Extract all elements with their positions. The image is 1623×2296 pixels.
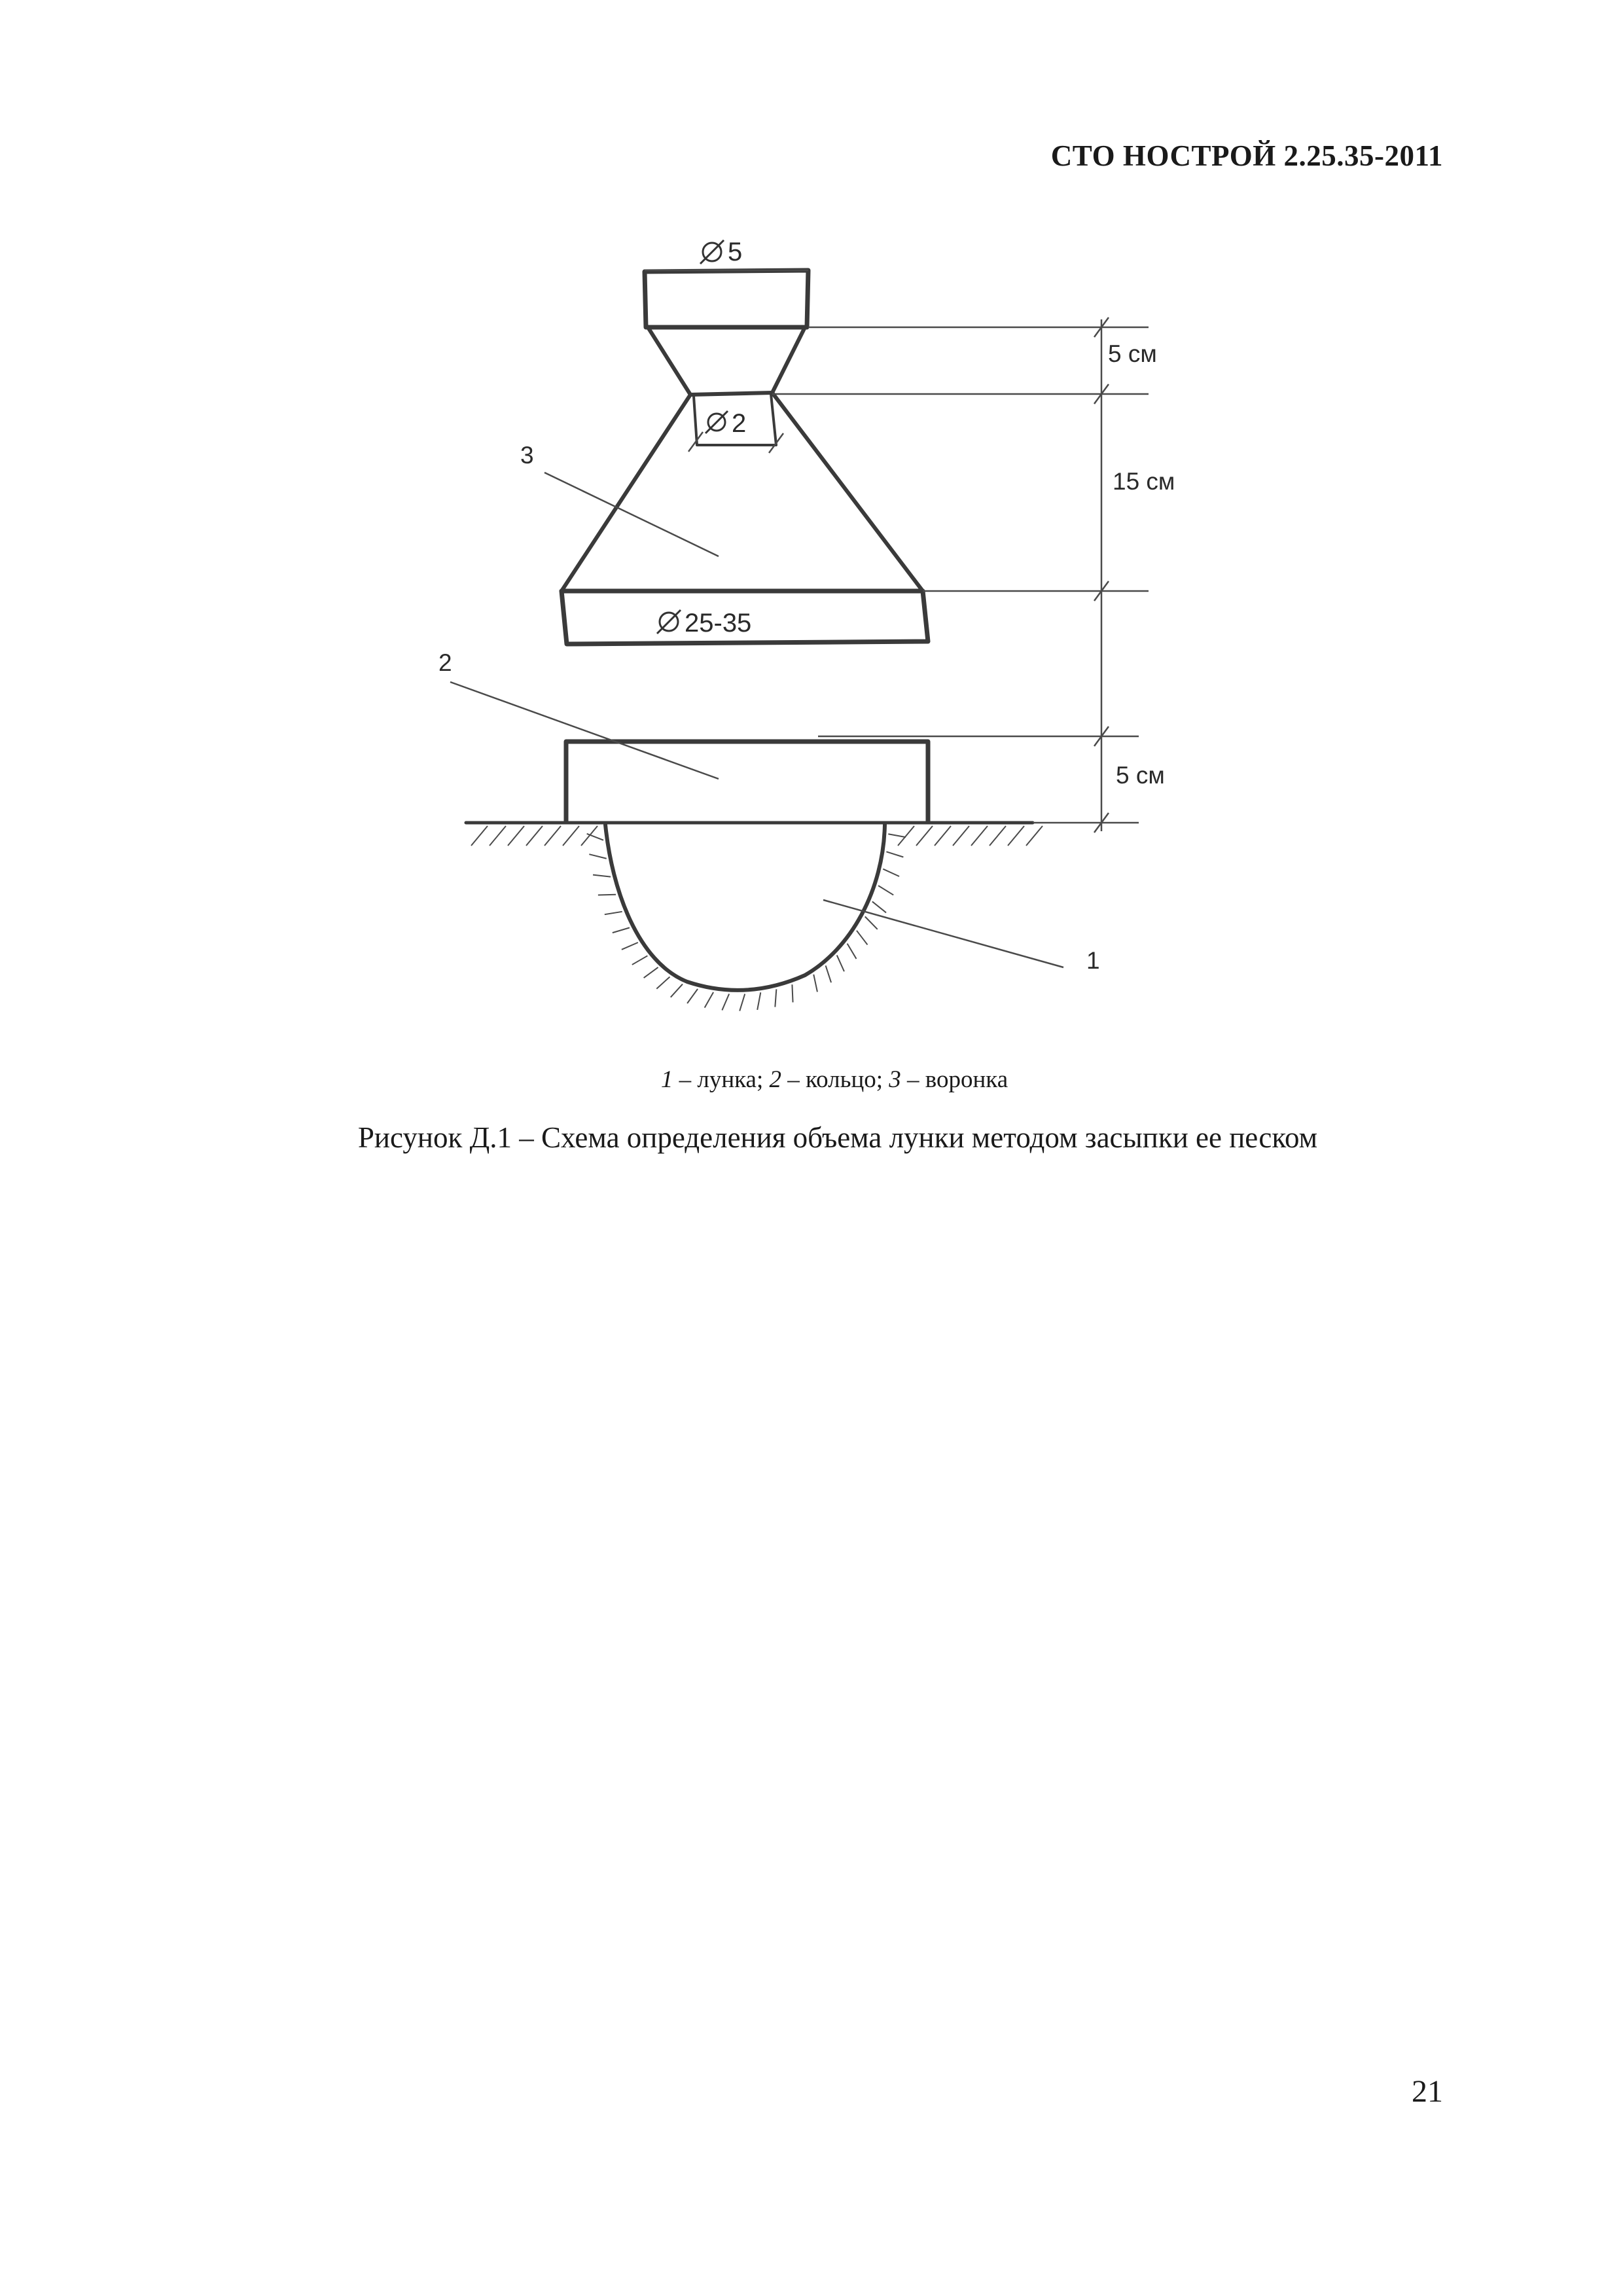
funnel-neck-right xyxy=(772,327,805,393)
hole-hatch xyxy=(740,994,745,1011)
hole-hatch xyxy=(722,994,729,1010)
ground-hatch xyxy=(490,826,506,846)
figure-legend xyxy=(0,1066,1623,1094)
ground-hatch xyxy=(953,826,969,846)
hole-hatch xyxy=(656,977,669,988)
funnel-neck-left xyxy=(648,327,690,395)
ring-height-label: 5 см xyxy=(1116,762,1165,789)
hole-hatch xyxy=(687,989,698,1003)
hole-hatch xyxy=(613,927,630,933)
hole-hatch xyxy=(813,975,817,992)
hole-hatch xyxy=(888,834,906,837)
hole-hatch xyxy=(792,984,793,1002)
legend-item-1-num: 1 xyxy=(660,1066,673,1093)
ground-hatch xyxy=(526,826,543,846)
hole-hatch xyxy=(775,989,776,1007)
hole-hatch xyxy=(872,901,886,912)
page-number: 21 xyxy=(1412,2074,1443,2109)
neck-diameter-label: 2 xyxy=(732,409,747,438)
legend-item-1-text: – лунка; xyxy=(679,1066,764,1093)
ground-hatch xyxy=(935,826,951,846)
hole-hatch xyxy=(826,965,831,982)
ground-hatch xyxy=(508,826,524,846)
hole-hatch xyxy=(622,942,638,950)
ground-hatch xyxy=(544,826,561,846)
ground-hatch xyxy=(990,826,1006,846)
hole-hatch xyxy=(865,916,878,929)
callout-3: 3 xyxy=(520,442,534,469)
callout-2: 2 xyxy=(438,649,452,676)
ground-hatch xyxy=(471,826,488,846)
ground-hatch xyxy=(971,826,988,846)
hole-hatch xyxy=(671,984,683,997)
funnel-top-cap xyxy=(645,270,808,327)
hole-hatch xyxy=(605,912,622,914)
document-header: СТО НОСТРОЙ 2.25.35-2011 xyxy=(1050,139,1443,172)
hole-hatch xyxy=(857,931,868,945)
ring xyxy=(566,742,928,821)
neck-height-label: 5 см xyxy=(1108,340,1157,367)
hole-hatch xyxy=(837,955,844,971)
figure-caption: Рисунок Д.1 – Схема определения объема лунки методом засыпки ее песком xyxy=(357,1121,1318,1154)
hole-hatch xyxy=(886,852,903,857)
legend-item-3-num: 3 xyxy=(889,1066,901,1093)
funnel-cone-right xyxy=(772,393,923,591)
top-diameter-label: 5 xyxy=(728,238,743,266)
hole-hatch xyxy=(847,944,857,959)
hole-hatch xyxy=(883,869,899,876)
callout-1: 1 xyxy=(1086,947,1100,974)
hole-hatch xyxy=(705,992,713,1008)
ground-hatch xyxy=(1008,826,1024,846)
hole-hatch xyxy=(587,834,603,840)
ground-hatch xyxy=(1026,826,1043,846)
hole-hatch xyxy=(593,875,611,877)
cone-height-label: 15 см xyxy=(1113,468,1175,495)
hole-hatch xyxy=(632,956,648,965)
hole-hatch xyxy=(589,854,606,859)
hole-outline xyxy=(605,825,885,990)
legend-item-3-text: – воронка xyxy=(907,1066,1008,1093)
funnel-neck-ring xyxy=(690,393,772,395)
callout-leader-2 xyxy=(450,682,719,779)
hole-hatch xyxy=(878,886,893,895)
base-diameter-label: 25-35 xyxy=(685,609,752,637)
ground-hatch xyxy=(563,826,579,846)
hole-hatch xyxy=(644,967,658,978)
funnel-cone-left xyxy=(562,395,690,591)
ground-hatch xyxy=(916,826,933,846)
sand-cone-diagram xyxy=(0,0,1623,1113)
legend-item-2-num: 2 xyxy=(769,1066,781,1093)
hole-hatch xyxy=(757,992,760,1010)
legend-item-2-text: – кольцо; xyxy=(787,1066,883,1093)
ground-hatch xyxy=(581,826,597,846)
